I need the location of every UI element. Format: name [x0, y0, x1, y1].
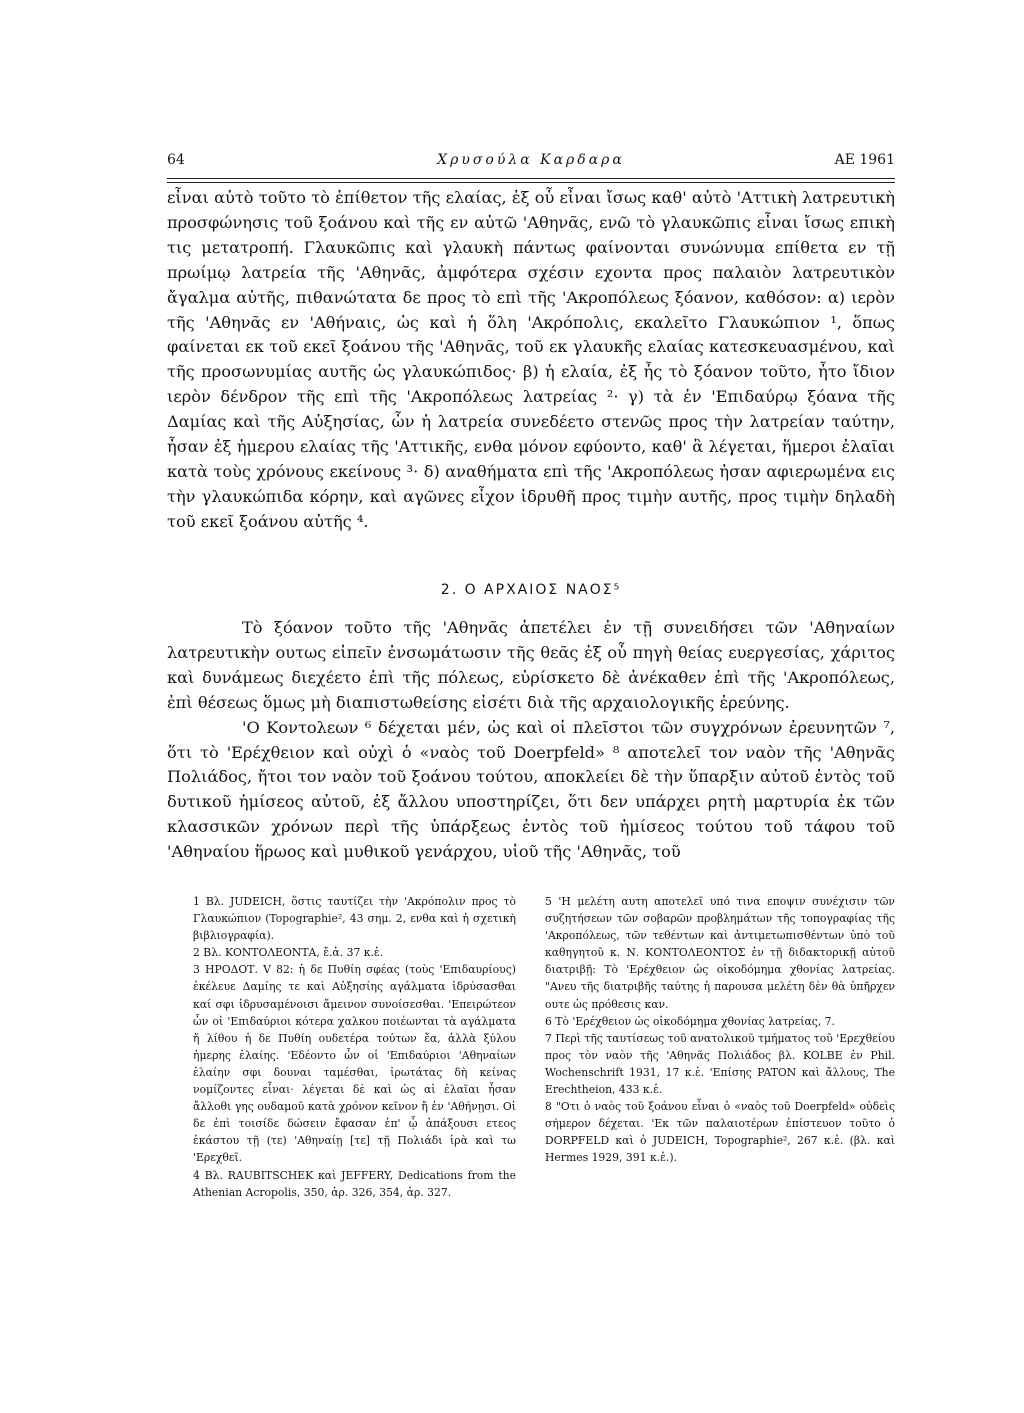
page-number: 64 [167, 152, 185, 168]
header-rule [167, 178, 895, 179]
footnote-8: 8 "Οτι ὁ ναὸς τοῦ ξοάνου εἶναι ὁ «ναὸς τοῦ Doerpfeld» οὐδεὶς σήμερον δέχεται. 'Εκ τῶν παλαιοτέρων ἐπίστευον τοῦτο ὁ DORPFELD καὶ ὁ JUDEICH, Topographie², 267 κ.ἑ. (βλ. καὶ Hermes 1929, 391 κ.ἑ.). [545, 1100, 895, 1165]
body-paragraph: εἶναι αὐτὸ τοῦτο τὸ ἐπίθετον τῆς ελαίας, ἐξ οὗ εἶναι ἴσως καθ' αὐτὸ 'Αττικὴ λατρευτικὴ προσφώνησις τοῦ ξοάνου καὶ τῆς εν αὐτῶ 'Αθηνᾶς, ενῶ τὸ γλαυκῶπις εἶναι ἴσως επικὴ τις μετατροπή. Γλαυκῶπις καὶ γλαυκὴ πάντως φαίνονται συνώνυμα επίθετα εν τῇ πρωίμῳ λατρεία τῆς 'Αθηνᾶς, ἀμφότερα σχέσιν εχοντα προς παλαιὸν λατρευτικὸν ἄγαλμα αὐτῆς, πιθανώτατα δε προς τὸ επὶ τῆς 'Ακροπόλεως ξόανον, καθόσον: α) ιερὸν τῆς 'Αθηνᾶς εν 'Αθήναις, ὡς καὶ ἡ ὅλη 'Ακρόπολις, εκαλεῖτο Γλαυκώπιον ¹, ὅπως φαίνεται εκ τοῦ εκεῖ ξοάνου τῆς 'Αθηνᾶς, τοῦ εκ γλαυκῆς ελαίας κατεσκευασμένου, καὶ τῆς προσωνυμίας αυτῆς ὡς γλαυκώπιδος· β) ἡ ελαία, ἐξ ἧς τὸ ξόανον τοῦτο, ἦτο ἴδιον ιερὸν δένδρον τῆς επὶ τῆς 'Ακροπόλεως λατρείας ²· γ) τὰ ἐν 'Επιδαύρῳ ξόανα τῆς Δαμίας καὶ τῆς Αὐξησίας, ὧν ἡ λατρεία συνεδέετο στενῶς προς τὴν λατρείαν ταύτην, ἦσαν ἐξ ἡμερου ελαίας τῆς 'Αττικῆς, ενθα μόνον εφύοντο, καθ' ἃ λέγεται, ἥμεροι ἐλαῖαι κατὰ τοὺς χρόνους εκείνους ³· δ) αναθήματα επὶ τῆς 'Ακροπόλεως ἠσαν αφιερωμένα εις τὴν γλαυκώπιδα κόρην, καὶ αγῶνες εἶχον ἱδρυθῆ προς τιμὴν αυτῆς, προς τιμὴν δηλαδὴ τοῦ εκεῖ ξοάνου αὐτῆς ⁴. [167, 188, 895, 531]
section-heading: 2. Ο ΑΡΧΑΙΟΣ ΝΑΟΣ⁵ [440, 582, 622, 598]
footnote-7: 7 Περὶ τῆς ταυτίσεως τοῦ ανατολικοῦ τμήματος τοῦ 'Ερεχθείου προς τὸν ναὸν τῆς 'Αθηνᾶς Πολιάδος βλ. KOLBE ἐν Phil. Wochenschrift 1931, 17 κ.ἑ. 'Επίσης PATON καὶ ἄλλους, The Erechtheion, 433 κ.ἑ. [545, 1031, 895, 1097]
section-body [167, 616, 895, 865]
footnote-6: 6 Τὸ 'Ερέχθειον ὡς οἰκοδόμημα χθονίας λατρείας, 7. [545, 1014, 835, 1028]
header-rule-second [167, 182, 895, 183]
running-title: Χρυσούλα Καρδαρα [437, 152, 625, 168]
footnotes-right-column [545, 893, 895, 1167]
footnote-2: 2 Βλ. ΚΟΝΤΟΛΕΟΝΤΑ, ἔ.ἀ. 37 κ.ἑ. [193, 946, 384, 960]
footnote-5: 5 'Η μελέτη αυτη αποτελεῖ υπό τινα επoψιν συνέχισιν τῶν συζητήσεων τῶν σοβαρῶν προβλημάτων τῆς τοπογραφίας τῆς 'Ακροπόλεως, τῶν τεθέντων καὶ ἀντιμετωπισθέντων ὑπὸ τοῦ καθηγητοῦ κ. Ν. ΚΟΝΤΟΛΕΟΝΤΟΣ ἐν τῇ διδακτορικῇ αὐτοῦ διατριβῇ: Τὸ 'Ερέχθειον ὡς οἰκοδόμημα χθονίας λατρείας. "Ανευ τῆς διατριβῆς ταύτης ἡ παρουσα μελέτη δὲν θὰ ὑπῆρχεν ουτε ὡς πρόθεσις καν. [545, 895, 895, 1011]
section-paragraph-2: 'Ο Κοντολεων ⁶ δέχεται μέν, ὡς καὶ οἱ πλεῖστοι τῶν συγχρόνων ἐρευνητῶν ⁷, ὅτι τὸ 'Ερέχθειον καὶ οὐχὶ ὁ «ναὸς τοῦ Doerpfeld» ⁸ αποτελεῖ τον ναὸν τῆς 'Αθηνᾶς Πολιάδος, ἤτοι τον ναὸν τοῦ ξοάνου τούτου, αποκλείει δὲ τὴν ὕπαρξιν αὐτοῦ ἐντὸς τοῦ δυτικοῦ ἡμίσεος αὐτοῦ, ἐξ ἄλλου υποστηρίζει, ὅτι δεν υπάρχει ρητὴ μαρτυρία ἐκ τῶν κλασσικῶν χρόνων περὶ τῆς ὑπάρξεως ἐντὸς τοῦ ἡμίσεος τούτου τοῦ τάφου τοῦ 'Αθηναίου ἥρωος καὶ μυθικοῦ γενάρχου, υἱοῦ τῆς 'Αθηνᾶς, τοῦ [167, 717, 895, 862]
footnote-4: 4 Βλ. RAUBITSCHEK καὶ JEFFERY, Dedications from the Athenian Acropolis, 350, ἀρ. 326, 354, ἀρ. 327. [193, 1168, 516, 1199]
page-header [167, 148, 895, 174]
footnotes-left-column [193, 893, 516, 1201]
footnote-1: 1 Βλ. JUDEICH, ὅστις ταυτίζει τὴν 'Ακρόπολιν προς τὸ Γλαυκώπιον (Topographie², 43 σημ. 2, ενθα καὶ ἡ σχετικὴ βιβλιογραφία). [193, 895, 516, 943]
section-paragraph-1: Τὸ ξόανον τοῦτο τῆς 'Αθηνᾶς ἀπετέλει ἐν τῇ συνειδήσει τῶν 'Αθηναίων λατρευτικὴν ουτως εἰπεῖν ἐνσωμάτωσιν τῆς θεᾶς ἐξ οὗ πηγὴ θείας ευεργεσίας, χάριτος καὶ δυνάμεως διεχέετο ἐπὶ τῆς πόλεως, εὑρίσκετο δὲ ἀνέκαθεν ἐπὶ τῆς 'Ακροπόλεως, ἐπὶ θέσεως ὅμως μὴ διαπιστωθείσης εἰσέτι διὰ τῆς αρχαιολογικῆς ἐρεύνης. [167, 618, 895, 712]
journal-reference: ΑΕ 1961 [834, 152, 895, 168]
body-text [167, 186, 895, 535]
footnote-3: 3 ΗΡΟΔΟΤ. V 82: ἡ δε Πυθίη σφέας (τοὺς 'Επιδαυρίους) ἐκέλευε Δαμίης τε καὶ Αὐξησίης αγάλματα ἱδρύσασθαι καί σφι ἱδρυσαμένοισι ἄμεινον συνοίσεσθαι. 'Επειρώτεον ὦν οἱ 'Επιδαύριοι κότερα χαλκου ποιέωνται τὰ αγάλματα ἤ λίθου ἡ δε Πυθίη ουδετέρα τούτων ἔα, ἀλλὰ ξύλου ἡμερης ἐλαίης. 'Εδέοντο ὦν οἱ 'Επιδαύριοι 'Αθηναίων ἐλαίην σφι δουναι ταμέσθαι, ἱρωτάτας δὴ κείνας νομίζοντες εἶναι· λέγεται δὲ καὶ ὡς αἱ ἐλαῖαι ἦσαν ἄλλοθι γης ουδαμοῦ κατὰ χρόνον κεῖνον ἤ ἐν 'Αθήνῃσι. Οἱ δε ἐπὶ τοισίδε δώσειν ἔφασαν ἐπ' ᾧ ἀπάξουσι ετεος ἑκάστου τῇ (τε) 'Αθηναίῃ [τε] τῇ Πολιάδι ἱρὰ καὶ τω 'Ερεχθεῖ. [193, 963, 516, 1165]
